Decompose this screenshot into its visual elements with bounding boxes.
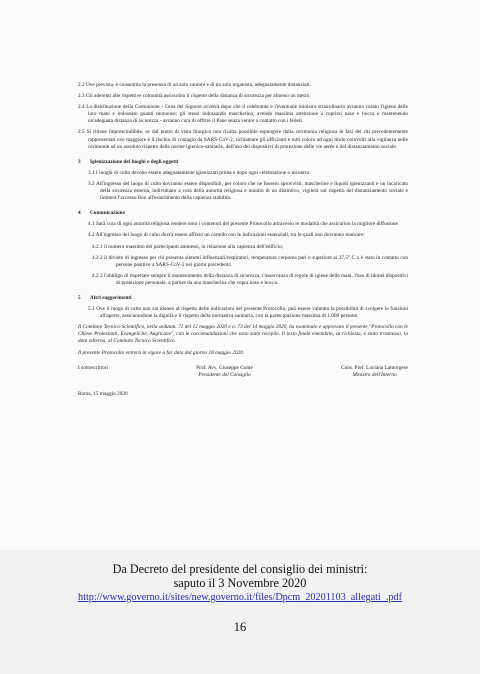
paragraph-5-1: 5.1 Ove il luogo di culto non sia idoneo al rispetto delle indicazioni del presente Protocollo, può essere valutata la possibilità di svolgere le funzioni all'aperto, assicurandone la dignità e il rispetto della normativa sanitaria, con la partecipazione massima di 1.000 persone. — [88, 306, 408, 320]
signature-interior-name: Cons. Pref. Luciana Lamorgese — [341, 364, 408, 371]
section-5-number: 5 — [78, 294, 81, 301]
paragraph-4-1: 4.1 Sarà cura di ogni autorità religiosa rendere noto i contenuti del presente Protocollo attraverso le modalità che assicurino la migliore diffusione. — [88, 221, 400, 228]
section-3-number: 3 — [78, 158, 81, 165]
closing-statement: Il Comitato Tecnico-Scientifico, nella sedutan. 71 del 12 maggio 2020 e n. 73 del 14 maggio 2020, ha esaminato e approvato il presente "Protocollo con le Chiese Protestanti, Evangeliche, Anglicane", con le raccomandazioni che sono state recepite. Il testo finale emendato, su richiesta, è stato trasmesso, in data odierna, al Comitato Tecnico Scientifico. — [78, 324, 408, 345]
signatories-label: I sottoscrittori — [78, 364, 109, 371]
signatures — [78, 365, 408, 379]
paragraph-2-5: 2.5 Si ritiene imprescindibile, se dal punto di vista liturgico non risulta possibile espungere dalla cerimonia religiosa le fasi dei riti precedentemente rappresentati ove maggiore è il rischio di contagio da SARS-CoV-2, richiamare gli officianti e tutti coloro ad ogni titolo coinvolti alla vigilanza nelle cerimonie ad un assoluto rispetto delle norme igienico-sanitarie, dell'uso dei dispositivi di protezione delle vie aeree e del distanziamento sociale. — [78, 129, 408, 150]
paragraph-3-2: 3.2 All'ingresso del luogo di culto dovranno essere disponibili, per coloro che ne fossero sprovvisti, mascherine e liquidi igienizzanti e un incaricato della sicurezza esterna, individuato a cura della autorità religiosa e munito di un distintivo, vigilerà sul rispetto del distanziamento sociale e limiterà l'accesso fino all'esaurimento della capienza stabilita. — [88, 180, 408, 202]
section-5-title: Altri suggerimenti — [90, 294, 132, 301]
signature-interior-role: Ministro dell'Interno — [352, 371, 397, 378]
section-4-heading — [78, 210, 408, 217]
signature-premier — [196, 365, 253, 379]
signature-interior — [341, 365, 408, 379]
source-line-1: Da Decreto del presidente del consiglio dei ministri: — [112, 562, 368, 576]
paragraph-2-3: 2.3 Gli aderenti alle rispettive comunità assicurino il rispetto della distanza di sicurezza per almeno un metro. — [78, 93, 311, 100]
paragraph-4-2-1: 4.2.1 il numero massimo dei partecipanti ammessi, in relazione alla capienza dell'edificio; — [92, 243, 284, 250]
document-body — [78, 82, 408, 398]
source-link[interactable]: http://www.governo.it/sites/new.governo.it/files/Dpcm_20201103_allegati_.pdf — [78, 592, 402, 603]
section-3-title: Igienizzazione dei luoghi e degli oggetti — [90, 158, 179, 165]
effective-date-statement: Il presente Protocollo entrerà in vigore a far data dal giorno 18 maggio 2020. — [78, 349, 245, 356]
paragraph-3-1: 3.1 I luoghi di culto devono essere adeguatamente igienizzati prima e dopo ogni celebrazione o incontro. — [88, 169, 311, 176]
paragraph-4-2-2: 4.2.2 il divieto di ingresso per chi presenta sintomi influenzali/respiratori, temperatura corporea pari o superiore ai 37,5° C o è stato in contatto con persone positive a SARS-CoV-2 nei giorni precedenti; — [92, 254, 408, 268]
signature-premier-role: Presidente del Consiglio — [198, 371, 251, 378]
section-3-heading — [78, 159, 408, 166]
paragraph-2-4: 2.4 La distribuzione della Comunione - Cena del Signore avverrà dopo che il celebrante e l'eventuale ministro straordinario avranno curato l'igiene delle loro mani e indossato guanti monouso; gli stessi indossando mascherina, avendo massima attenzione a coprirsi naso e bocca e mantenendo un'adeguata distanza di sicurezza - avranno cura di offrire il Pane senza venire a contatto con i fedeli. — [78, 104, 408, 125]
paragraph-4-2-3: 4.2.3 l'obbligo di rispettare sempre il mantenimento della distanza di sicurezza, l'osservanza di regole di igiene delle mani, l'uso di idonei dispositivi di protezione personale, a partire da una mascherina che copra naso e bocca. — [92, 272, 408, 286]
place-date: Roma, 15 maggio 2020 — [78, 390, 128, 397]
page-number: 16 — [233, 620, 247, 634]
section-5-heading — [78, 295, 408, 302]
signature-premier-name: Prof. Avv. Giuseppe Conte — [196, 364, 253, 371]
section-4-number: 4 — [78, 210, 81, 217]
source-line-2: saputo il 3 Novembre 2020 — [173, 576, 307, 590]
paragraph-2-2: 2.2 Ove prevista, è consentita la presenza di un solo cantore e di un solo organista, adeguatamente distanziati. — [78, 82, 311, 88]
section-4-title: Comunicazione — [90, 210, 125, 217]
paragraph-4-2: 4.2 All'ingresso del luogo di culto dovrà essere affisso un cartello con le indicazioni essenziali, tra le quali non dovranno mancare: — [88, 232, 365, 239]
